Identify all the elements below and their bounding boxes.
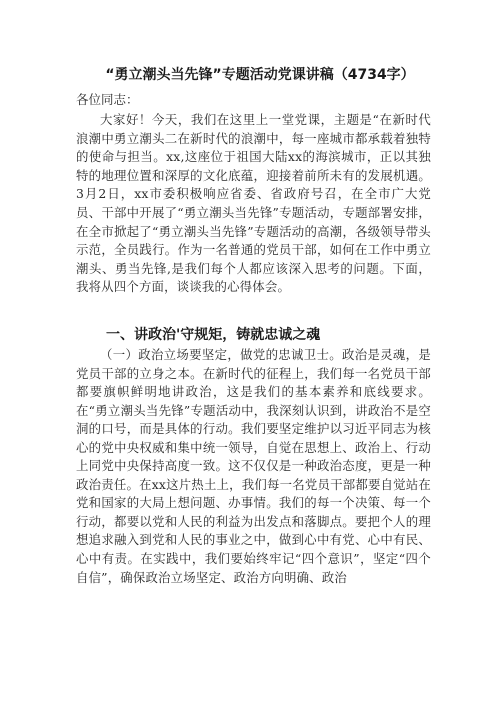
salutation: 各位同志：: [76, 92, 139, 107]
intro-paragraph: 大家好！今天，我们在这里上一堂党课，主题是“在新时代浪潮中勇立潮头二在新时代的浪潮中，每一座城市都承载着独特的使命与担当。xx,这座位于祖国大陆xx的海滨城市，正以其独特的地理位置和深厚的文化底蕴，迎接着前所未有的发展机遇。3月2日，xx市委积极响应省委、省政府号召，在全市广大党员、干部中开展了“勇立潮头当先锋”专题活动，专题部署安排，在全市掀起了“勇立潮头当先锋”专题活动的高潮，各级领导带头示范，全员践行。作为一名普通的党员干部，如何在工作中勇立潮头、勇当先锋,是我们每个人都应该深入思考的问题。下面，我将从四个方面，谈谈我的心得体会。: [76, 112, 431, 295]
section-heading-1: 一、讲政治'守规矩，铸就忠诚之魂: [106, 327, 321, 343]
document-title: “勇立潮头当先锋”专题活动党课讲稿（4734字）: [105, 67, 415, 83]
section-1-paragraph: （一）政治立场要坚定，做党的忠诚卫士。政治是灵魂，是党员干部的立身之本。在新时代的征程上，我们每一名党员干部都要旗帜鲜明地讲政治，这是我们的基本素养和底线要求。在“勇立潮头当先锋”专题活动中，我深刻认识到，讲政治不是空洞的口号，而是具体的行动。我们要坚定维护以习近平同志为核心的党中央权威和集中统一领导，自觉在思想上、政治上、行动上同党中央保持高度一致。这不仅仅是一种政治态度，更是一种政治责任。在xx这片热土上，我们每一名党员干部都要自觉站在党和国家的大局上想问题、办事情。我们的每一个决策、每一个行动，都要以党和人民的利益为出发点和落脚点。要把个人的理想追求融入到党和人民的事业之中，做到心中有党、心中有民、心中有责。在实践中，我们要始终牢记“四个意识”，坚定“四个自信”，确保政治立场坚定、政治方向明确、政治: [76, 347, 431, 585]
